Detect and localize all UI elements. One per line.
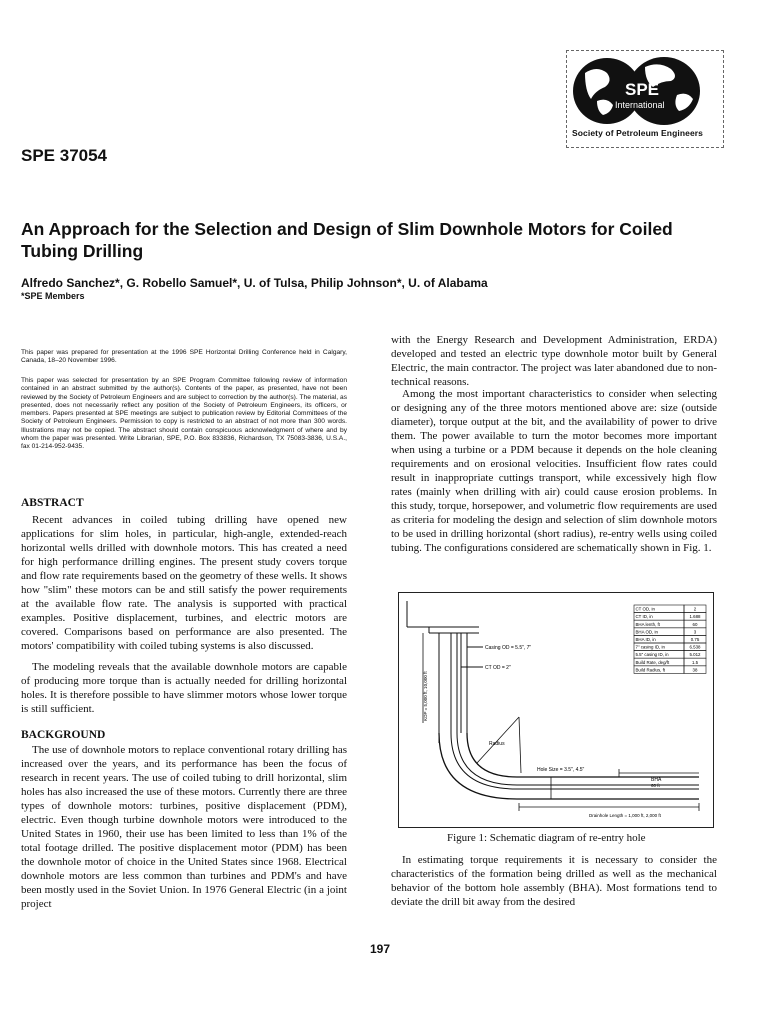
body-paragraph: In estimating torque requirements it is necessary to consider the characteristics of the formation being drilled as well as the mechanical behavior of the bottom hole assembly (BHA). Most formations tend to deviate the drill bit away from the desired [391,854,717,908]
background-heading: BACKGROUND [21,729,106,741]
table-param-label: 5.5" casing ID, in [635,652,669,658]
radius-label: Radius [489,741,505,747]
logo-subtext: International [615,100,665,110]
table-param-value: 3 [693,629,697,635]
abstract-heading: ABSTRACT [21,497,84,509]
bha-label: BHA [651,777,662,783]
table-param-label: BHA lenth, ft [635,621,660,627]
copyright-note: This paper was selected for presentation by an SPE Program Committee following review of information contained in an abstract submitted by the author(s). Contents of the paper, as presented, have not been reviewed by the Society of Petroleum Engineers and are subject to correction by the author(s). The material, as presented, does not necessarily reflect any position of the Society of Petroleum Engineers, its officers, or members. Papers presented at SPE meetings are subject to publication review by Editorial Committees of the Society of Petroleum Engineers. Permission to copy is restricted to an abstract of not more than 300 words. Illustrations may not be copied. The abstract should contain conspicuous acknowledgment of where and by whom the paper was presented. Write Librarian, SPE, P.O. Box 833836, Richardson, TX 75083-3836, U.S.A., fax 01-214-952-9435. [21,377,347,451]
parameter-table [634,605,706,673]
table-param-value: 5.012 [689,652,701,658]
paper-authors: Alfredo Sanchez*, G. Robello Samuel*, U. of Tulsa, Philip Johnson*, U. of Alabama [21,276,488,290]
casing-label: Casing OD = 5.5", 7" [485,645,532,651]
reentry-hole-diagram [399,593,711,825]
hole-size-label: Hole Size = 3.5", 4.5" [537,767,585,773]
presentation-note: This paper was prepared for presentation at the 1996 SPE Horizontal Drilling Conference held in Calgary, Canada, 18–20 November 1996. [21,349,347,365]
abstract-paragraph: Recent advances in coiled tubing drilling have opened new applications for slim holes, in particular, high-angle, extended-reach horizontal wells drilled with downhole motors. This has created a need for high performance drilling engines. The present study covers torque and flow rate requirements based on the geometry of these wells. It shows how "slim" these motors can be and still satisfy the power requirements at the available flow rate. The analysis is supported with practical examples. Positive displacement, turbines, and electric motors are covered. Comparisons based on performance are also presented. The motors' compatibility with coiled tubing systems is also discussed. [21,514,347,652]
page-number: 197 [370,942,391,956]
table-param-value: 38 [692,667,698,673]
table-param-value: 1.5 [691,659,699,665]
table-param-value: 6.538 [689,644,701,650]
table-param-value: 2 [693,606,697,612]
abstract-paragraph: The modeling reveals that the available downhole motors are capable of producing more torque than is actually needed for drilling horizontal holes. It is therefore possible to have slimmer motors whose lower torque is still sufficient. [21,661,347,715]
table-param-label: 7" casing ID, in [635,644,665,650]
paper-title: An Approach for the Selection and Design of Slim Downhole Motors for Coiled Tubing Drilling [21,219,673,261]
figure-caption: Figure 1: Schematic diagram of re-entry hole [447,832,646,844]
table-param-value: 60 [692,621,698,627]
society-name: Society of Petroleum Engineers [572,128,704,138]
drainhole-label: Drainhole Length = 1,000 ft, 2,000 ft [589,813,661,818]
body-paragraph: Among the most important characteristics to consider when selecting or designing any of the three motors mentioned above are: size (outside diameter), torque output at the bit, and the availability of power to drive them. The power available to turn the motor becomes more important when using a turbine or a PDM because it depends on the hole cleaning requirements and on erosional velocities. Insufficient flow rates could result in inappropriate cuttings transport, while excessively high flow rates (mainly when drilling with air) could cause erosion problems. In this study, torque, horsepower, and volumetric flow requirements are used as criteria for modeling the design and selection of slim downhole motors to be used in drilling horizontal (short radius), re-entry wells using coiled tubing. The configurations considered are schematically shown in Fig. 1. [391,388,717,554]
table-param-value: 1.688 [689,614,701,620]
bha-length-label: 60 ft [651,783,660,788]
table-param-label: Build Rate, deg/ft [635,659,670,665]
table-param-label: BHA ID, in [635,637,656,642]
kop-label: KOP = 5,000 ft, 10,000 ft [423,671,428,721]
table-param-label: Build Radius, ft [635,667,666,673]
spe-globe-logo [567,51,721,129]
paper-number: SPE 37054 [21,146,108,165]
table-param-label: BHA OD, in [635,629,658,635]
table-param-label: CT OD, in [635,606,655,612]
body-paragraph: with the Energy Research and Development Administration, ERDA) developed and tested an electric type downhole motor built by General Electric, the main contractor. The project was later abandoned due to non-technical reasons. [391,334,717,388]
logo-text: SPE [625,80,660,99]
authors-note: *SPE Members [21,291,85,301]
background-paragraph: The use of downhole motors to replace conventional rotary drilling has increased over the years, and its performance has been the focus of research in recent years. The use of coiled tubing to drill horizontal, slim holes has also increased the use of these motors. Currently there are three types of downhole motors: turbines, positive displacement (PDM), electric. Even though turbine downhole motors were introduced to the United States in 1960, their use has been limited to less than 1% of the total footage drilled. The positive displacement motor (PDM) has been the downhole motor of choice in the United States since 1968. Electrical downhole motors are less common than turbines and PDM's and have been mostly used in the Soviet Union. In 1976 General Electric (in a joint project [21,744,347,910]
table-param-value: 0.75 [690,637,700,642]
ct-label: CT OD = 2" [485,665,511,671]
table-param-label: CT ID, in [635,614,653,620]
